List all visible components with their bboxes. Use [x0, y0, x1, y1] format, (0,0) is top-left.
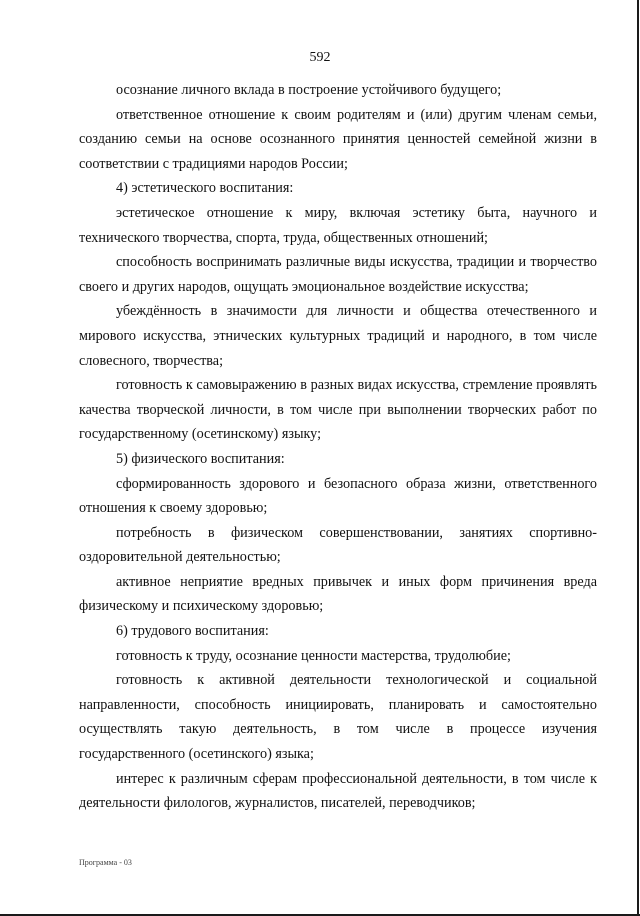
paragraph: готовность к самовыражению в разных видах искусства, стремление проявлять качества творческой личности, в том числе при выполнении творческих работ по государственному (осетинскому) языку;: [79, 377, 597, 443]
paragraph: осознание личного вклада в построение устойчивого будущего;: [116, 82, 502, 98]
paragraph: активное неприятие вредных привычек и иных форм причинения вреда физическому и психическому здоровью;: [79, 573, 597, 615]
paragraph: интерес к различным сферам профессиональной деятельности, в том числе к деятельности филологов, журналистов, писателей, переводчиков;: [79, 770, 597, 812]
section-heading: 5) физического воспитания:: [116, 450, 285, 467]
paragraph: готовность к труду, осознание ценности мастерства, трудолюбие;: [116, 647, 511, 664]
paragraph: эстетическое отношение к миру, включая эстетику быта, научного и технического творчества, спорта, труда, общественных отношений;: [79, 204, 597, 246]
paragraph: потребность в физическом совершенствовании, занятиях спортивно-оздоровительной деятельностью;: [79, 524, 597, 566]
section-heading: 4) эстетического воспитания:: [116, 180, 294, 197]
scan-edge-right: [637, 0, 639, 916]
paragraph: готовность к активной деятельности технологической и социальной направленности, способность инициировать, планировать и самостоятельно осуществлять такую деятельность, в том числе в процессе изучения государственного (осетинского) языка;: [79, 672, 597, 763]
page-number: 592: [309, 50, 331, 65]
paragraph: сформированность здорового и безопасного образа жизни, ответственного отношения к своему здоровью;: [79, 475, 597, 517]
section-heading: 6) трудового воспитания:: [116, 623, 269, 640]
footer-label: Программа - 03: [79, 858, 132, 867]
paragraph: способность воспринимать различные виды искусства, традиции и творчество своего и других народов, ощущать эмоциональное воздействие искусства;: [79, 254, 597, 295]
paragraph: убеждённость в значимости для личности и общества отечественного и мирового искусства, этнических культурных традиций и народного, в том числе словесного, творчества;: [79, 303, 597, 369]
paragraph: ответственное отношение к своим родителям и (или) другим членам семьи, созданию семьи на основе осознанного принятия ценностей семейной жизни в соответствии с традициями народов России;: [79, 106, 597, 172]
document-body: [79, 78, 597, 816]
